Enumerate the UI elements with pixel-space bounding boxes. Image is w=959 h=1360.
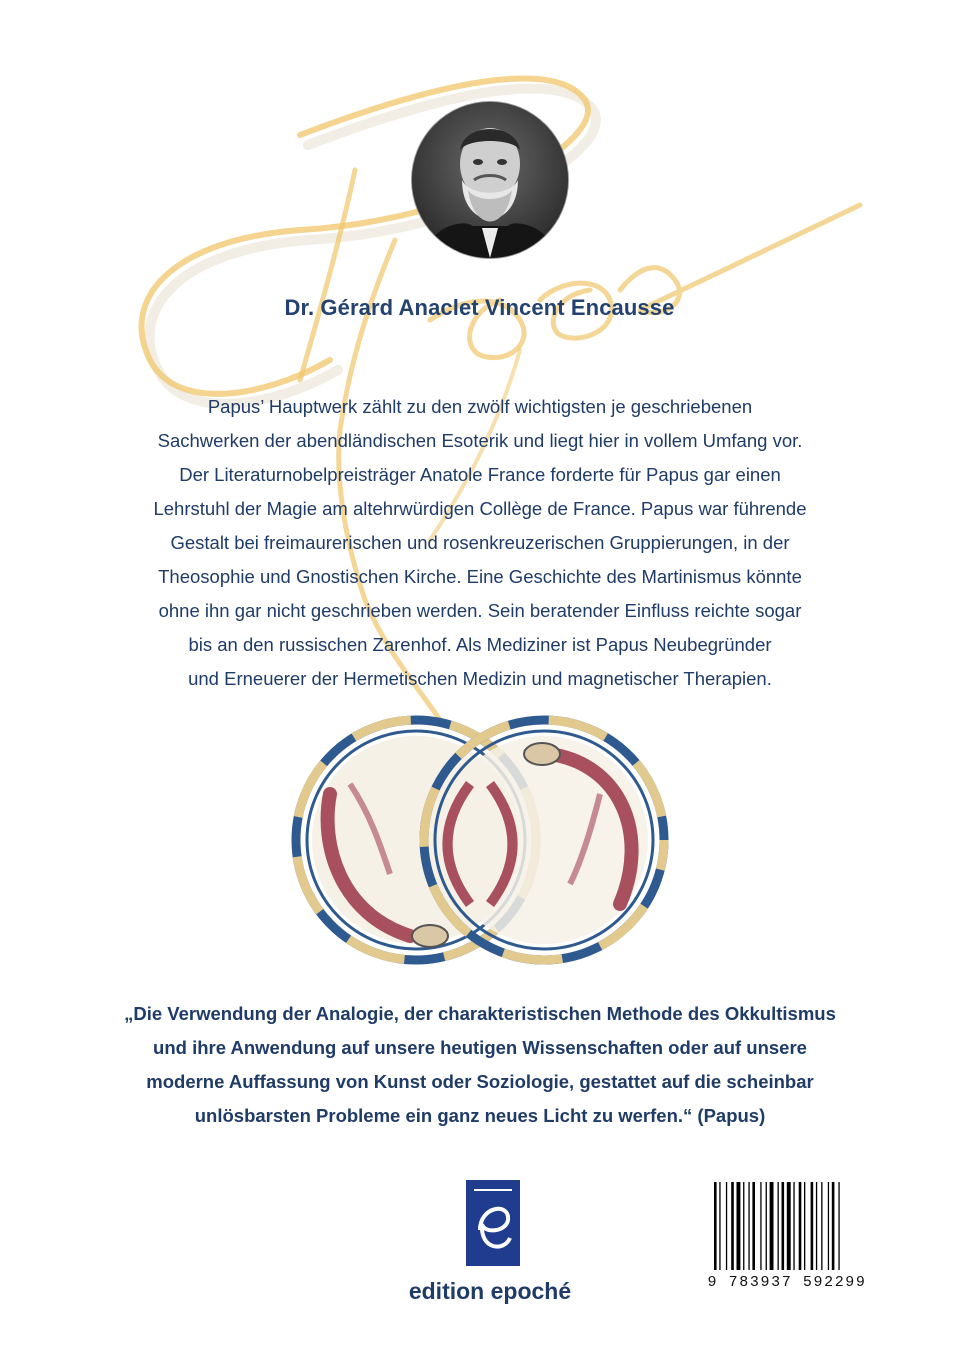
barcode-bar <box>770 1182 774 1270</box>
barcode-bar <box>714 1182 717 1270</box>
barcode-bar <box>832 1182 835 1270</box>
barcode-bar <box>778 1182 779 1270</box>
barcode-bar <box>804 1182 805 1270</box>
barcode-bar <box>731 1182 734 1270</box>
barcode-bar <box>766 1182 767 1270</box>
description-line: Sachwerken der abendländischen Esoterik und liegt hier in vollem Umfang vor. <box>157 430 803 451</box>
right-ring <box>424 720 664 960</box>
barcode-bar <box>793 1182 794 1270</box>
book-description <box>90 390 870 696</box>
barcode-bar <box>821 1182 822 1270</box>
quote-line: „Die Verwendung der Analogie, der charakteristischen Methode des Okkultismus <box>124 1003 836 1024</box>
author-name: Dr. Gérard Anaclet Vincent Encausse <box>284 295 675 320</box>
description-line: Der Literaturnobelpreisträger Anatole France forderte für Papus gar einen <box>179 464 781 485</box>
quote-line: moderne Auffassung von Kunst oder Soziologie, gestattet auf die scheinbar <box>146 1071 814 1092</box>
description-line: und Erneuerer der Hermetischen Medizin und magnetischer Therapien. <box>188 668 772 689</box>
portrait-image <box>412 102 568 258</box>
description-line: Papus’ Hauptwerk zählt zu den zwölf wichtigsten je geschriebenen <box>207 396 753 417</box>
barcode-bar <box>743 1182 744 1270</box>
papus-quote <box>60 997 900 1133</box>
description-line: bis an den russischen Zarenhof. Als Mediziner ist Papus Neubegründer <box>188 634 772 655</box>
publisher-name: edition epoché <box>408 1278 572 1304</box>
publisher-logo <box>466 1180 520 1266</box>
barcode-bar <box>760 1182 761 1270</box>
quote-line: unlösbarsten Probleme ein ganz neues Licht zu werfen.“ (Papus) <box>194 1105 766 1126</box>
barcode-bar <box>799 1182 802 1270</box>
description-line: Theosophie und Gnostischen Kirche. Eine Geschichte des Martinismus könnte <box>158 566 802 587</box>
description-line: ohne ihn gar nicht geschrieben werden. Sein beratender Einfluss reichte sogar <box>158 600 802 621</box>
publisher-logo-mark <box>466 1180 520 1266</box>
barcode-bar <box>752 1182 755 1270</box>
description-line: Gestalt bei freimaurerischen und rosenkreuzerischen Gruppierungen, in der <box>170 532 790 553</box>
isbn-barcode <box>706 1178 868 1296</box>
barcode-bar <box>816 1182 817 1270</box>
barcode-bar <box>737 1182 741 1270</box>
barcode-bar <box>719 1182 720 1270</box>
barcode-bar <box>748 1182 749 1270</box>
isbn-number: 9 783937 592299 <box>707 1274 867 1291</box>
ouroboros-illustration <box>290 714 670 966</box>
author-portrait <box>412 102 568 258</box>
barcode-bar <box>787 1182 791 1270</box>
barcode-bar <box>726 1182 727 1270</box>
barcode-bar <box>828 1182 829 1270</box>
barcode-bar <box>782 1182 785 1270</box>
barcode-bar <box>838 1182 839 1270</box>
barcode-bar <box>811 1182 814 1270</box>
description-line: Lehrstuhl der Magie am altehrwürdigen Collège de France. Papus war führende <box>153 498 807 519</box>
barcode-bars <box>706 1178 868 1274</box>
quote-line: und ihre Anwendung auf unsere heutigen Wissenschaften oder auf unsere <box>153 1037 807 1058</box>
